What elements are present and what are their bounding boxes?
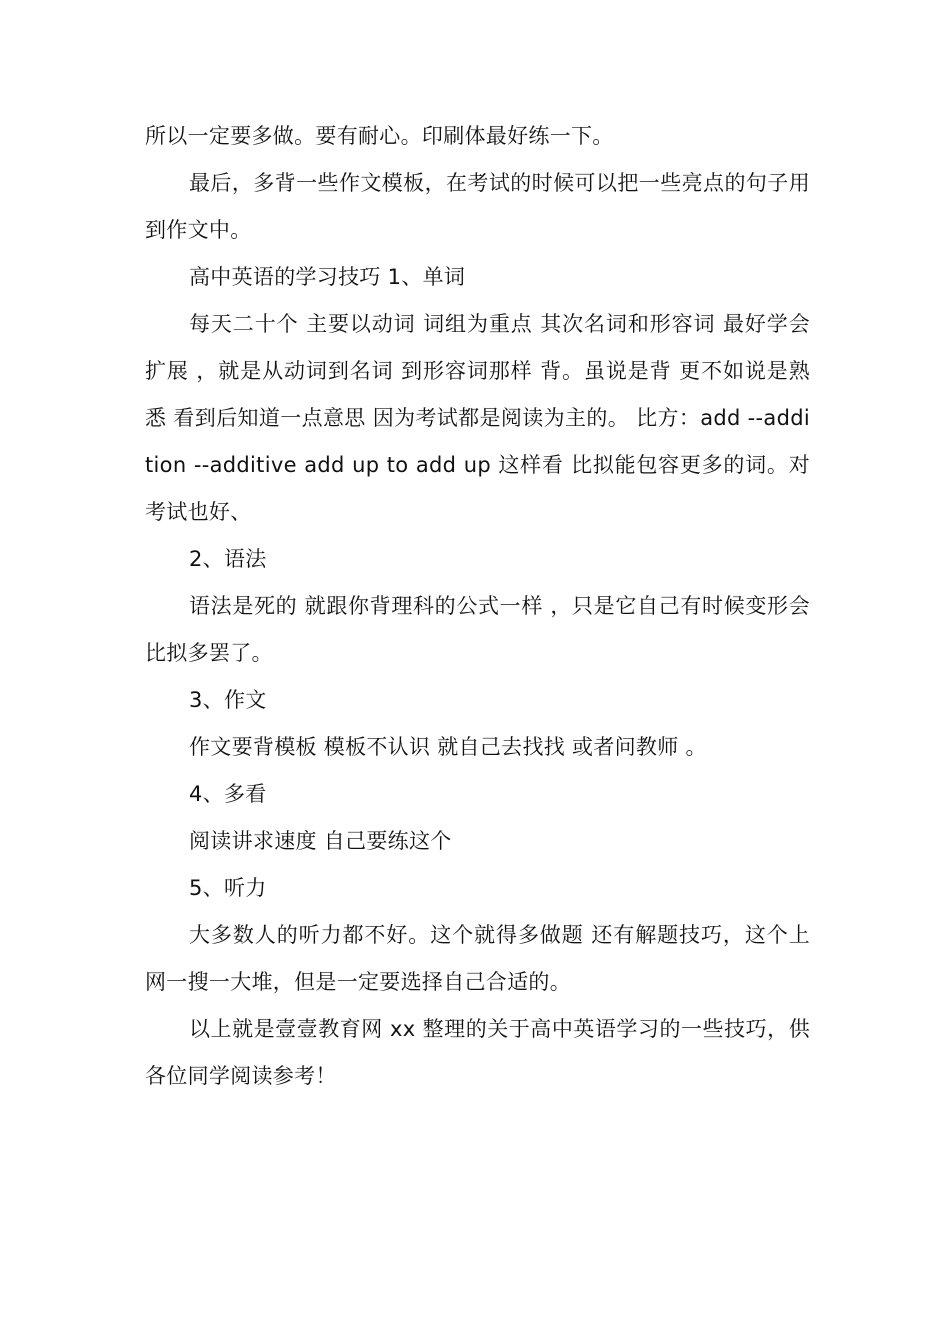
paragraph-intro-continuation: 所以一定要多做。要有耐心。印刷体最好练一下。 xyxy=(145,124,614,148)
document-body xyxy=(145,113,810,1100)
paragraph-reading: 阅读讲求速度 自己要练这个 xyxy=(189,829,452,853)
paragraph-conclusion: 以上就是壹壹教育网 xx 整理的关于高中英语学习的一些技巧，供各位同学阅读参考！ xyxy=(145,1017,810,1088)
paragraph-grammar: 语法是死的 就跟你背理科的公式一样 ，只是它自己有时候变形会比拟多罢了。 xyxy=(145,594,810,665)
paragraph-writing: 作文要背模板 模板不认识 就自己去找找 或者问教师 。 xyxy=(189,735,707,759)
heading-grammar: 2、语法 xyxy=(189,547,267,571)
paragraph-essay-templates: 最后，多背一些作文模板，在考试的时候可以把一些亮点的句子用到作文中。 xyxy=(145,171,810,242)
paragraph-vocabulary: 每天二十个 主要以动词 词组为重点 其次名词和形容词 最好学会扩展 ，就是从动词到名词 到形容词那样 背。虽说是背 更不如说是熟悉 看到后知道一点意思 因为考试都是阅读为主的。 比方：add --addition --additive add up to add up 这样看 比拟能包容更多的词。对考试也好、 xyxy=(145,312,810,524)
paragraph-listening: 大多数人的听力都不好。这个就得多做题 还有解题技巧，这个上网一搜一大堆，但是一定要选择自己合适的。 xyxy=(145,923,810,994)
heading-reading: 4、多看 xyxy=(189,782,267,806)
heading-writing: 3、作文 xyxy=(189,688,267,712)
heading-vocabulary: 高中英语的学习技巧 1、单词 xyxy=(189,265,466,289)
heading-listening: 5、听力 xyxy=(189,876,267,900)
